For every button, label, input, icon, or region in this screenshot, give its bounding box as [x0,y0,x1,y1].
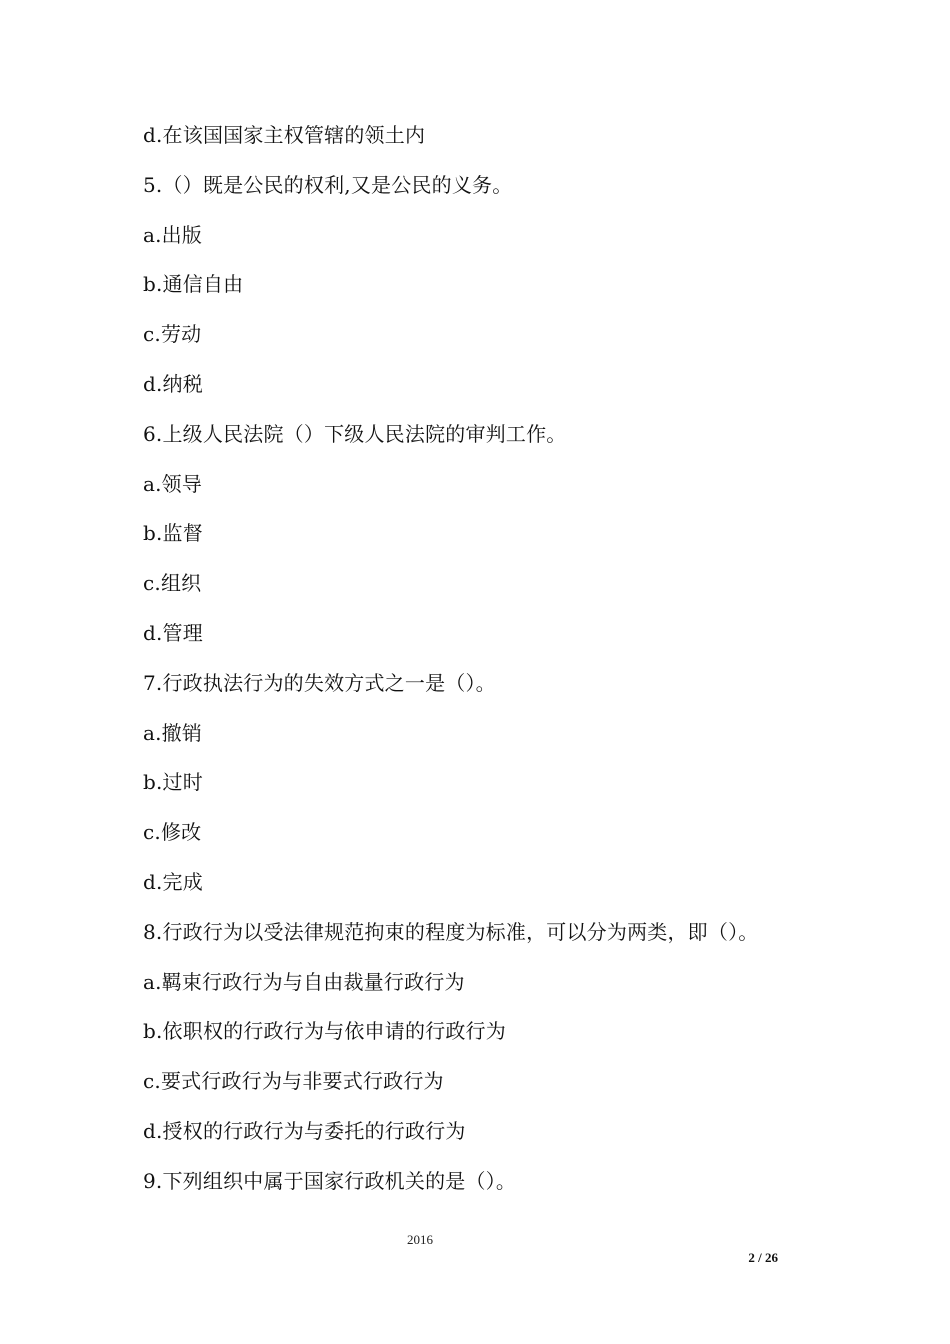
question-line: 9.下列组织中属于国家行政机关的是（）。 [143,1168,517,1193]
option-line: a.出版 [143,222,203,247]
page-number: 2 / 26 [748,1250,778,1265]
question-line: 8.行政行为以受法律规范拘束的程度为标准，可以分为两类，即（）。 [143,919,759,944]
option-line: c.修改 [143,820,202,845]
option-line: a.撤销 [143,720,203,745]
option-line: d.完成 [143,869,203,894]
option-line: b.依职权的行政行为与依申请的行政行为 [143,1019,506,1044]
footer-year: 2016 [407,1232,433,1247]
option-line: b.监督 [143,521,203,546]
option-line: d.在该国国家主权管辖的领土内 [143,123,426,147]
question-line: 5.（）既是公民的权利,又是公民的义务。 [143,172,513,197]
option-line: a.领导 [143,471,203,496]
option-line: d.纳税 [143,371,203,396]
option-line: c.要式行政行为与非要式行政行为 [143,1069,444,1094]
question-line: 7.行政执法行为的失效方式之一是（）。 [143,670,496,695]
option-line: d.管理 [143,620,203,645]
option-line: c.组织 [143,571,202,596]
question-text-body [143,120,843,1216]
option-line: b.过时 [143,770,203,795]
question-line: 6.上级人民法院（）下级人民法院的审判工作。 [143,421,567,446]
option-line: d.授权的行政行为与委托的行政行为 [143,1118,466,1143]
option-line: b.通信自由 [143,272,244,297]
option-line: a.羁束行政行为与自由裁量行政行为 [143,969,465,994]
option-line: c.劳动 [143,322,202,347]
